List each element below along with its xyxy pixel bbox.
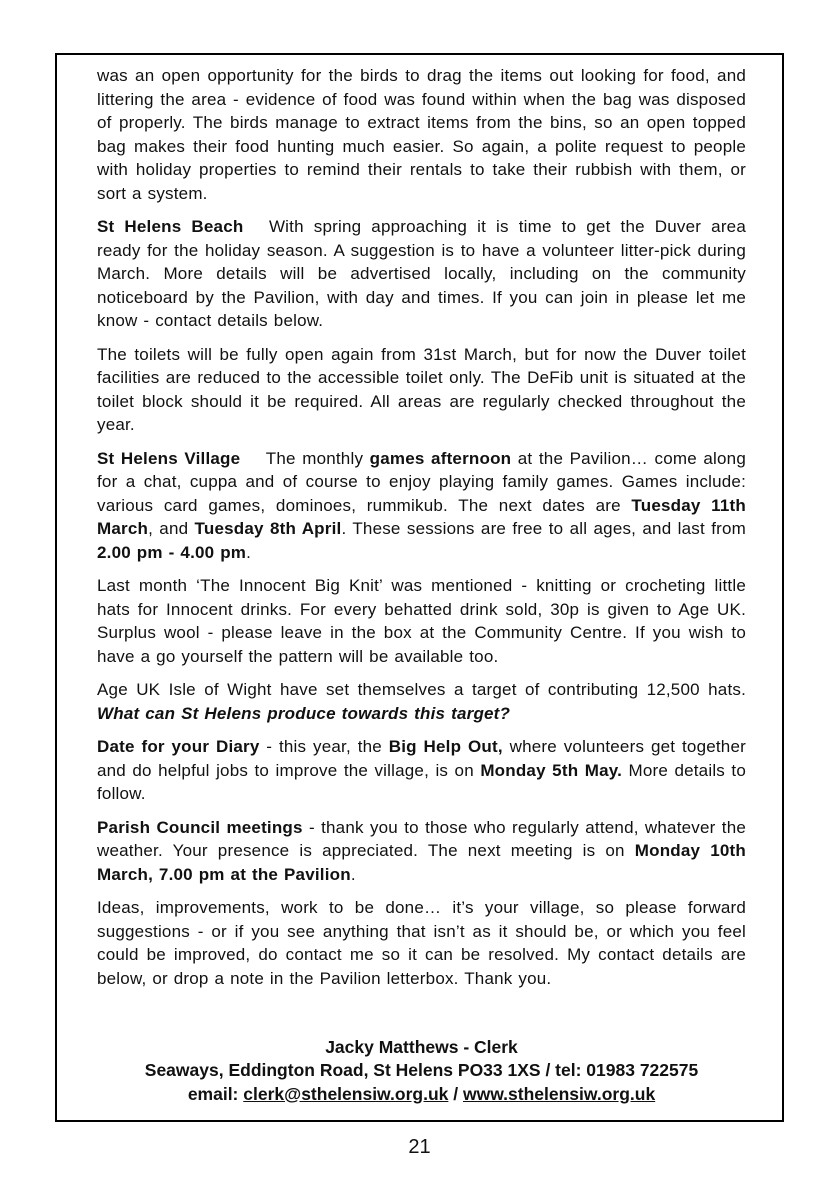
text-segment: email: <box>187 1083 244 1104</box>
body-paragraphs <box>97 64 746 1000</box>
text-segment: - this year, the <box>259 737 389 756</box>
text-segment: Jacky Matthews - Clerk <box>325 1036 518 1057</box>
paragraph <box>97 574 746 668</box>
paragraph <box>97 447 746 565</box>
page-number: 21 <box>408 1136 431 1158</box>
text-segment: . <box>350 864 356 884</box>
text-segment: St Helens Village <box>97 448 241 468</box>
text-segment: - thank you to those who regularly attend, whatever the weather. Your presence is appreciated. The next meeting is on <box>97 817 746 860</box>
text-segment: , and <box>148 519 195 538</box>
text-segment: Age UK Isle of Wight have set themselves a target of contributing 12,500 hats. <box>97 680 746 699</box>
text-segment: Big Help Out, <box>388 737 503 756</box>
paragraph <box>97 678 746 725</box>
text-segment: Date for your Diary <box>97 737 260 756</box>
text-segment: / <box>448 1083 463 1104</box>
text-segment: The monthly <box>265 448 370 468</box>
text-segment: Ideas, improvements, work to be done… it’s your village, so please forward suggestions - or if you see anything that isn’t as it should be, or which you feel could be improved, do contact me so it can be resolved. My contact details are below, or drop a note in the Pavilion letterbox. Thank you. <box>97 898 746 988</box>
text-segment: What can St Helens produce towards this target? <box>97 703 511 723</box>
paragraph <box>97 343 746 437</box>
text-segment: was an open opportunity for the birds to drag the items out looking for food, and littering the area - evidence of food was found within when the bag was disposed of properly. The birds manage to extract items from the bins, so an open topped bag makes their food hunting much easier. So again, a polite request to people with holiday properties to remind their rentals to take their rubbish with them, or sort a system. <box>97 66 746 203</box>
paragraph <box>97 816 746 887</box>
text-segment: More details to follow. <box>97 760 747 803</box>
text-segment: Parish Council meetings <box>97 817 303 837</box>
text-segment: Last month ‘The Innocent Big Knit’ was mentioned - knitting or crocheting little hats for Innocent drinks. For every behatted drink sold, 30p is given to Age UK. Surplus wool - please leave in the box at the Community Centre. If you wish to have a go yourself the pattern will be available too. <box>97 576 746 666</box>
text-segment: 2.00 pm - 4.00 pm <box>97 542 247 562</box>
paragraph <box>97 896 746 990</box>
clerk-contact-block <box>97 1036 746 1107</box>
text-segment: . <box>246 542 252 562</box>
contact-line <box>97 1083 746 1107</box>
bordered-content-box <box>55 53 784 1122</box>
text-segment: With spring approaching it is time to get the Duver area ready for the holiday season. A suggestion is to have a volunteer litter-pick during March. More details will be advertised locally, including on the community noticeboard by the Pavilion, with day and times. If you can join in please let me know - contact details below. <box>97 217 746 330</box>
paragraph <box>97 735 746 806</box>
text-segment: Tuesday 8th April <box>194 519 342 538</box>
text-segment: Monday 5th May. <box>480 760 623 780</box>
paragraph <box>97 64 746 205</box>
contact-line <box>97 1036 746 1060</box>
text-segment: games afternoon <box>369 448 512 468</box>
text-segment: . These sessions are free to all ages, and last from <box>341 519 746 538</box>
paragraph <box>97 215 746 333</box>
text-segment: The toilets will be fully open again from 31st March, but for now the Duver toilet facilities are reduced to the accessible toilet only. The DeFib unit is situated at the toilet block should it be required. All areas are regularly checked throughout the year. <box>97 344 746 434</box>
text-segment: Monday 10th March, 7.00 pm at the Pavilion <box>97 841 746 884</box>
website-link[interactable]: www.sthelensiw.org.uk <box>462 1083 656 1104</box>
text-segment: where volunteers get together and do helpful jobs to improve the village, is on <box>97 737 746 780</box>
email-link[interactable]: clerk@sthelensiw.org.uk <box>243 1083 449 1104</box>
text-segment: Tuesday 11th March <box>97 495 746 538</box>
text-segment: Seaways, Eddington Road, St Helens PO33 1XS / tel: 01983 722575 <box>144 1060 699 1080</box>
text-segment: at the Pavilion… come along for a chat, cuppa and of course to enjoy playing family games. Games include: various card games, dominoes, rummikub. The next dates are <box>97 448 746 515</box>
text-segment: St Helens Beach <box>97 217 244 236</box>
contact-line <box>97 1059 746 1083</box>
